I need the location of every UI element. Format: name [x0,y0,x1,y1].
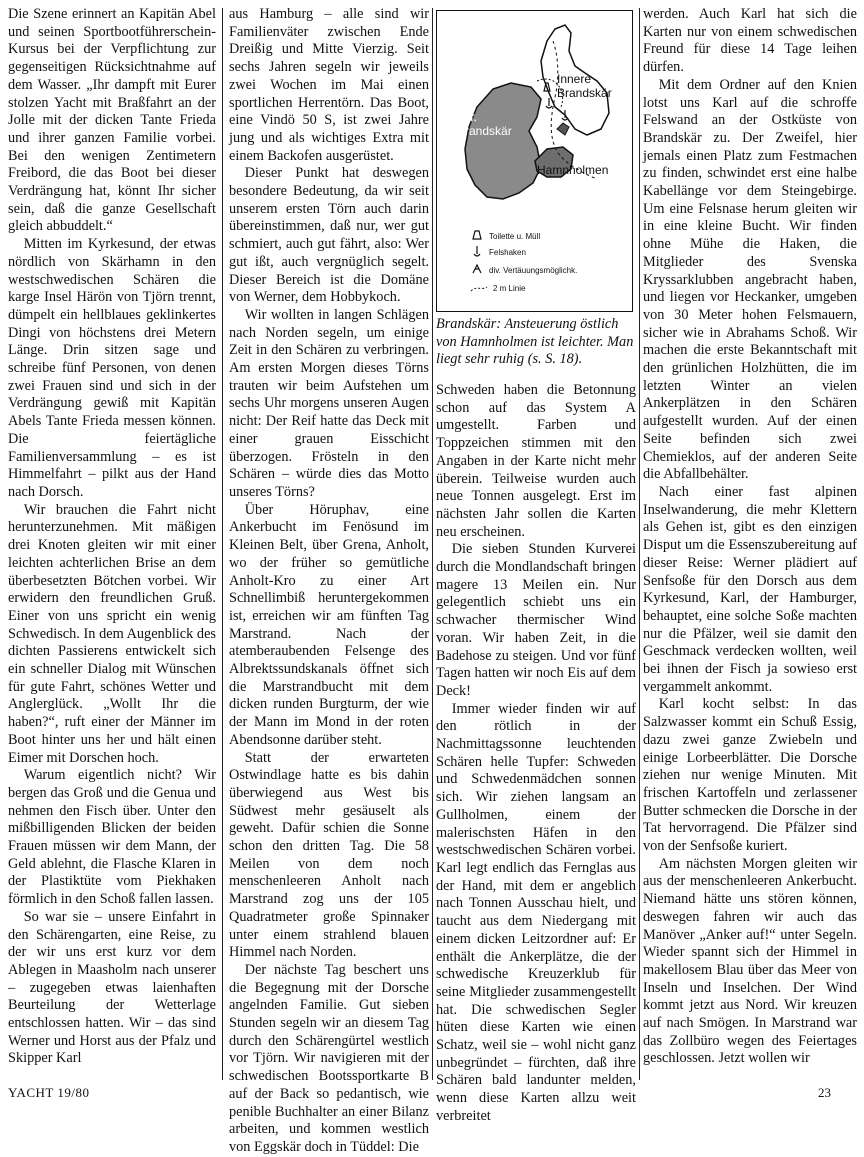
island-gr-brandskar [465,83,541,199]
map-legend [471,231,577,293]
paragraph: Wir brauchen die Fahrt nicht herunterzunehmen. Mit mäßigen drei Knoten gleiten wir mit einer leichten achterlichen Brise an dem überbesetzten Bötchen vorbei. Wir erwidern den freundlichen Gruß. Einer von uns spricht ein wenig Schwedisch. In dem Augenblick des dichten Passierens entwickelt sich ein schneller Dialog mit Wünschen für gute Fahrt, schönes Wetter und Anglerglück. „Wollt Ihr die haben?“, ruft einer der Männer im Boot hinter uns her und hält einen Eimer mit Dorschen hoch. [8,501,216,766]
legend-toilet: Toilette u. Müll [489,232,541,241]
brandskar-map [437,11,632,311]
paragraph: Warum eigentlich nicht? Wir bergen das Groß und die Genua und nehmen den Fisch über. Unter den mißbilligenden Blicken der beiden Frauen müssen wir dem Mann, der Geld ablehnt, die Flasche Klaren in der Plastiktüte vom Piekhaken förmlich in den Schoß fallen lassen. [8,767,216,908]
column-rule [432,8,433,1080]
text-column-1 [8,6,216,1068]
paragraph: Nach einer fast alpinen Inselwanderung, die mehr Klettern als Gehen ist, gibt es den einzigen Disput um die Essenszubereitung auf dieser Reise: Werner plädiert auf Senfsoße für den Dorsch aus dem Kyrkesund, Karl, der Hamburger, behauptet, eine solche Soße machten nur die Pfälzer, weil sie damit den Geschmack verdecken wollten, weil bei ihnen der Fisch ja sowieso erst vergammelt ankommt. [643,483,857,695]
map-label-hamnholmen: Hamnholmen [537,163,609,177]
paragraph: werden. Auch Karl hat sich die Karten nur von einem schwedischen Freund für diese 14 Tage leihen dürfen. [643,6,857,76]
paragraph: Immer wieder finden wir auf den rötlich in der Nachmittagssonne leuchtenden Schären helle Tupfer: Schweden und Schwedenmädchen sonnen sich. Wir ziehen langsam an Gullholmen, einem der malerischsten Häfen in den westschwedischen Schären vorbei. Karl legt endlich das Fernglas aus der Hand, mit dem er angeblich nach Tonnen Ausschau hielt, und taucht aus dem Niedergang mit einem dicken Leitzordner auf: Er enthält die Ankerplätze, die der schwedische Kreuzerklub für seine Mitglieder zusammengestellt hat. Die schwedischen Segler hüten diese Karten wie einen Schatz, weil sie – wohl nicht ganz unbegründet – fürchten, daß ihre Schären bald landunter melden, wenn diese Karten allzu weit verbreitet [436,700,636,1124]
paragraph: So war sie – unsere Einfahrt in den Schärengarten, eine Reise, zu der wir uns erst kurz vor dem Ablegen in Maasholm nach unserer – zugegeben etwas laienhaften Beurteilung der Wetterlage entschlossen hatten. Wir – das sind Werner und Horst aus der Pfalz und Skipper Karl [8,908,216,1067]
paragraph: Mit dem Ordner auf den Knien lotst uns Karl auf die schroffe Felswand an der Ostküste von Brandskär zu. Der Zweifel, hier jemals einen Platz zum Festmachen zu finden, schwindet erst eine halbe Kabellänge vor dem Steingebirge. Um eine Felsnase herum gleiten wir in eine kleine Bucht. Wir finden ohne Mühe die Haken, die Mitglieder des Svenska Kryssarklubben angebracht haben, und liegen vor Heckanker, umgeben von 30 Meter hohen Felsmauern, sicher wie in Abrahams Schoß. Wir machen die erste Bekanntschaft mit den grünlichen Holzhütten, die im letzten Winter an vielen Ankerplätzen in den Schären aufgestellt wurden. Auf der einen Seite befinden sich zwei Chemieklos, auf der anderen Seite die Abfallbehälter. [643,76,857,483]
paragraph: Die sieben Stunden Kurverei durch die Mondlandschaft bringen magere 13 Meilen ein. Nur gelegentlich schiebt uns ein schwacher thermischer Wind voran. Wir haben Zeit, in die Badehose zu steigen. Und vor fünf Tagen hatten wir noch Eis auf dem Deck! [436,541,636,699]
text-column-2 [229,6,429,1157]
text-column-4 [643,6,857,1068]
paragraph: Der nächste Tag beschert uns die Begegnung mit der Dorsche angelnden Familie. Gut sieben Stunden segeln wir an diesem Tag durch den Schärengürtel westlich vor Tjörn. Wir navigieren mit der schwedischen Bootssportkarte B auf der Back so pedantisch, wie penible Buchhalter an einer Bilanz arbeiten, und kommen westlich von Eggskär doch in Tüddel: Die [229,961,429,1155]
legend-depth: 2 m Linie [493,284,526,293]
paragraph: Statt der erwarteten Ostwindlage hatte es bis dahin überwiegend aus West bis Südwest mehr gesäuselt als geweht. Dafür schien die Sonne schon den dritten Tag. Die 58 Meilen von dem noch menschenleeren Anholt nach Marstrand zog uns der 105 Quadratmeter große Spinnaker unter einem strahlend blauen Himmel nach Norden. [229,749,429,961]
paragraph: Schweden haben die Betonnung schon auf das System A umgestellt. Farben und Toppzeichen stimmen mit den Angaben in der Karte nicht mehr überein. Teilweise wurden auch neue Tonnen ausgelegt. Erst im nächsten Jahr sollen die Karten neu erscheinen. [436,382,636,540]
paragraph: Dieser Punkt hat deswegen besondere Bedeutung, da wir seit unserem ersten Törn auch darin übereinstimmen, daß nur, wer gut schmiert, auch gut fährt, also: Wer gut ißt, auch vergnüglich segelt. Dieser Bereich ist die Domäne von Werner, dem Hobbykoch. [229,165,429,306]
paragraph: Karl kocht selbst: In das Salzwasser kommt ein Schuß Essig, dazu zwei ganze Zwiebeln und einige Lorbeerblätter. Die Dorsche ziehen nur wenige Minuten. Mit frischen Kartoffeln und zerlassener Butter schmecken die Dorsche in der Tat hervorragend. Die Pfälzer sind von der Senfsoße kuriert. [643,696,857,855]
map-label-innere: Innere [557,72,592,86]
paragraph: Über Höruphav, eine Ankerbucht im Fenösund im Kleinen Belt, über Grena, Anholt, wo der früher so gemütliche Anholt-Kro zu einer Art Schnellimbiß heruntergekommen ist, erreichen wir am fünften Tag Marstrand. Nach der atemberaubenden Felsenge des Albrektssundskanals öffnet sich die Marstrandbucht mit dem dicken runden Burgturm, der wie der Mann im Mond in der roten Abendsonne darüber steht. [229,501,429,748]
toilet-legend-icon [473,231,481,239]
paragraph: Die Szene erinnert an Kapitän Abel und seinen Sportbootführerschein-Kursus bei der Verpflichtung zur gegenseitigen Rücksichtnahme auf dem Wasser. „Ihr dampft mit Eurer stolzen Yacht mit Braßfahrt an der Jolle mit der dicken Tante Frieda und ihrer ganzen Familie vorbei. Bei den wenigen Zentimetern Freibord, die das Boot bei dieser Verdrängung hat, könnt Ihr sicher sein, daß die ganze Gesellschaft gleich abbuddelt.“ [8,6,216,235]
footer-publication: YACHT 19/80 [8,1085,90,1100]
mooring-legend-icon [473,265,481,273]
paragraph: Am nächsten Morgen gleiten wir aus der menschenleeren Ankerbucht. Niemand hätte uns stören können, deswegen fahren wir auch das Manöver „Anker auf!“ unter Segeln. Wieder spannt sich der Himmel in makellosem Blau über das Meer von Inseln und Inselchen. Der Wind kommt jetzt aus Nord. Wir kreuzen auf nach Smögen. In Marstrand war das Zollbüro wegen des Feiertages geschlossen. Jetzt wollen wir [643,855,857,1067]
rock [557,123,569,135]
map-label-innere-brandskar: Brandskär [557,86,612,100]
text-column-3 [436,382,636,1126]
figure-caption: Brandskär: Ansteuerung östlich von Hamnholmen ist leichter. Man liegt sehr ruhig (s. S. 18). [436,316,634,367]
paragraph: Mitten im Kyrkesund, der etwas nördlich von Skärhamn in den westschwedischen Schären die karge Insel Härön von Tjörn trennt, dümpelt ein hellblaues geklinkertes Dingi von höchstens drei Metern Länge. Drin sitzen sage und schreibe fünf Personen, von denen zwei Frauen sind und sich in der Verdrängung gewiß mit Kapitän Abels Tante Frieda messen können. Die feiertägliche Familienversammlung – es ist Himmelfahrt – pilkt aus der Hand nach Dorsch. [8,236,216,500]
paragraph: Wir wollten in langen Schlägen nach Norden segeln, um einige Zeit in den Schären zu verbringen. Am ersten Morgen dieses Törns trauten wir beim Aufstehen um sechs Uhr morgens unseren Augen nicht: Der Reif hatte das Deck mit einer grauen Eisschicht überzogen. Frösteln in den Schären – würde dies das Motto unseres Törns? [229,306,429,500]
legend-mooring: div. Vertäuungsmöglichk. [489,266,578,275]
paragraph: aus Hamburg – alle sind wir Familienväter zwischen Ende Dreißig und Mitte Vierzig. Seit sechs Jahren segeln wir jeweils zwei Wochen im Mai einen sportlichen Herrentörn. Das Boot, eine Vindö 50 S, ist zwei Jahre jung und als wichtiges Extra mit einem Backofen ausgerüstet. [229,6,429,164]
page-number: 23 [818,1085,831,1100]
column-rule [639,8,640,1080]
map-label-gr-brandskar: Brandskär [457,124,512,138]
depth-legend-icon [471,287,487,291]
column-rule [222,8,223,1080]
map-figure [436,10,633,312]
hook-legend-icon [474,246,480,256]
map-label-gr: Gr. [461,110,478,124]
legend-hook: Felshaken [489,248,526,257]
